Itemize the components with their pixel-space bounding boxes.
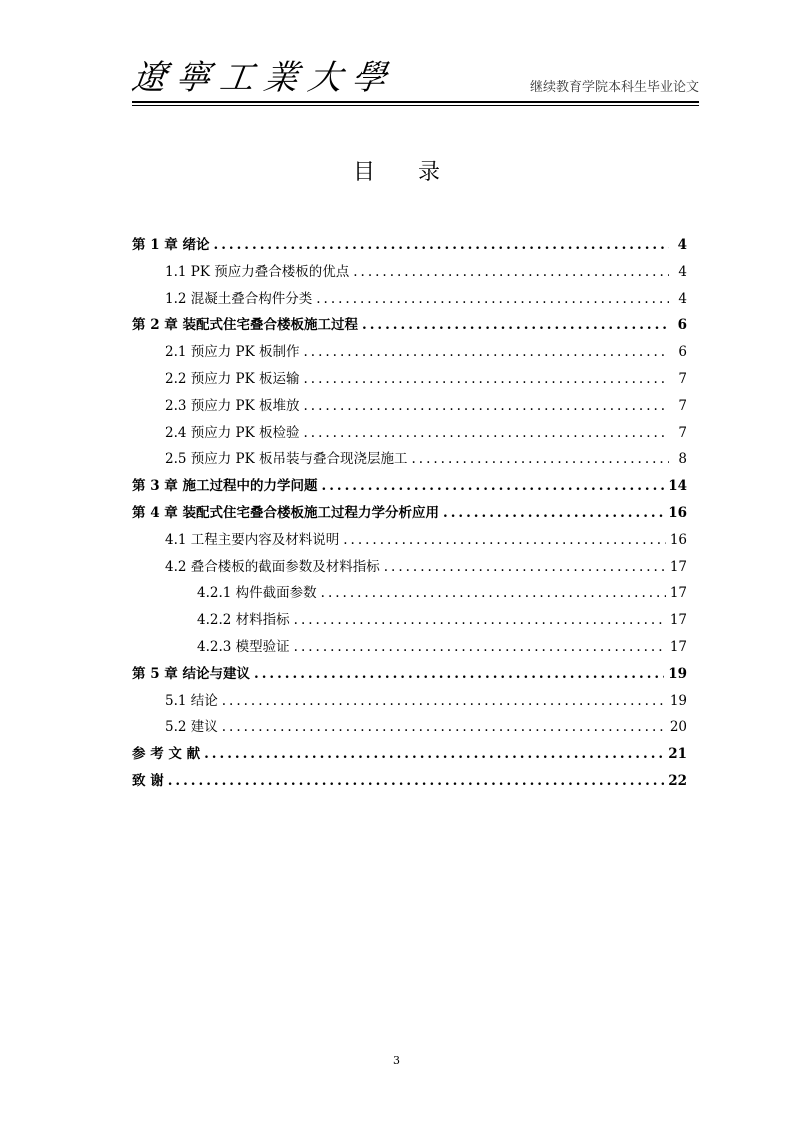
- toc-entry[interactable]: [132, 554, 687, 581]
- toc-entry[interactable]: [132, 607, 687, 634]
- page-header: [129, 58, 699, 102]
- toc-entry[interactable]: [132, 473, 687, 500]
- toc-entry-page: 21: [668, 746, 687, 763]
- university-logo: 遼寧工業大學: [129, 58, 399, 98]
- toc-entry-page: 19: [669, 692, 687, 709]
- toc-entry[interactable]: [132, 527, 687, 554]
- header-rule-thin: [132, 105, 699, 106]
- toc-leader-dots: [353, 259, 669, 286]
- toc-entry[interactable]: [132, 420, 687, 447]
- toc-entry-label: 2.1 预应力 PK 板制作: [165, 344, 300, 361]
- toc-entry-page: 14: [668, 478, 687, 495]
- toc-leader-dots: [254, 661, 664, 688]
- toc-entry-label: 第 1 章 绪论: [132, 237, 210, 253]
- toc-entry-page: 17: [669, 638, 687, 655]
- toc-entry-label: 2.2 预应力 PK 板运输: [165, 370, 300, 387]
- toc-entry-page: 20: [669, 719, 687, 736]
- toc-leader-dots: [322, 473, 665, 500]
- toc-leader-dots: [304, 393, 669, 420]
- toc-entry-label: 2.4 预应力 PK 板检验: [165, 424, 300, 441]
- toc-leader-dots: [204, 741, 664, 768]
- toc-entry[interactable]: [132, 232, 687, 259]
- toc-leader-dots: [443, 500, 664, 527]
- toc-entry[interactable]: [132, 366, 687, 393]
- toc-entry[interactable]: [132, 661, 687, 688]
- toc-entry[interactable]: [132, 259, 687, 286]
- toc-leader-dots: [294, 607, 666, 634]
- toc-entry-page: 16: [669, 531, 687, 548]
- toc-leader-dots: [304, 366, 669, 393]
- toc-leader-dots: [222, 714, 666, 741]
- toc-entry-label: 5.2 建议: [165, 719, 218, 736]
- page-number: 3: [393, 1054, 400, 1067]
- toc-entry[interactable]: [132, 714, 687, 741]
- toc-entry-page: 16: [668, 504, 687, 521]
- toc-leader-dots: [384, 554, 666, 581]
- table-of-contents: [132, 232, 687, 795]
- toc-entry[interactable]: [132, 500, 687, 527]
- toc-leader-dots: [168, 768, 665, 795]
- toc-leader-dots: [214, 232, 670, 259]
- toc-entry-label: 第 5 章 结论与建议: [132, 665, 250, 682]
- toc-entry[interactable]: [132, 286, 687, 313]
- toc-entry-page: 6: [678, 344, 687, 361]
- toc-entry[interactable]: [132, 339, 687, 366]
- toc-entry-label: 第 2 章 装配式住宅叠合楼板施工过程: [132, 317, 358, 334]
- toc-entry-label: 4.2.3 模型验证: [197, 638, 290, 655]
- toc-entry-label: 1.2 混凝土叠合构件分类: [165, 290, 313, 307]
- toc-entry[interactable]: [132, 312, 687, 339]
- toc-entry-label: 2.5 预应力 PK 板吊装与叠合现浇层施工: [165, 451, 408, 468]
- toc-entry-page: 4: [678, 263, 687, 280]
- toc-entry[interactable]: [132, 634, 687, 661]
- toc-entry[interactable]: [132, 393, 687, 420]
- toc-entry-label: 4.1 工程主要内容及材料说明: [165, 531, 340, 548]
- toc-leader-dots: [343, 527, 666, 554]
- toc-entry[interactable]: [132, 446, 687, 473]
- toc-entry-page: 4: [678, 290, 687, 307]
- toc-entry[interactable]: [132, 580, 687, 607]
- toc-entry[interactable]: [132, 768, 687, 795]
- toc-entry-page: 17: [669, 585, 687, 602]
- department-label: 继续教育学院本科生毕业论文: [529, 80, 699, 95]
- toc-entry-label: 第 4 章 装配式住宅叠合楼板施工过程力学分析应用: [132, 504, 439, 521]
- toc-entry-label: 4.2.2 材料指标: [197, 612, 290, 629]
- toc-entry-page: 4: [677, 237, 687, 253]
- toc-entry-label: 4.2.1 构件截面参数: [197, 585, 317, 602]
- toc-entry-page: 17: [669, 612, 687, 629]
- toc-entry[interactable]: [132, 688, 687, 715]
- toc-leader-dots: [222, 688, 666, 715]
- toc-leader-dots: [321, 580, 666, 607]
- toc-entry-page: 7: [678, 397, 687, 414]
- toc-entry-page: 22: [668, 772, 687, 789]
- toc-entry-label: 2.3 预应力 PK 板堆放: [165, 397, 300, 414]
- toc-entry-page: 6: [677, 317, 687, 334]
- toc-entry-page: 8: [678, 451, 687, 468]
- toc-entry-label: 第 3 章 施工过程中的力学问题: [132, 478, 318, 495]
- toc-leader-dots: [304, 339, 669, 366]
- toc-entry-label: 1.1 PK 预应力叠合楼板的优点: [165, 263, 350, 280]
- toc-entry-page: 17: [669, 558, 687, 575]
- toc-entry-page: 7: [678, 424, 687, 441]
- toc-leader-dots: [362, 312, 669, 339]
- toc-entry-label: 4.2 叠合楼板的截面参数及材料指标: [165, 558, 380, 575]
- toc-entry-label: 参 考 文 献: [132, 746, 201, 763]
- toc-leader-dots: [294, 634, 666, 661]
- toc-entry-label: 致 谢: [132, 772, 164, 789]
- header-rule-thick: [132, 101, 699, 103]
- toc-entry-page: 7: [678, 370, 687, 387]
- toc-leader-dots: [304, 420, 669, 447]
- toc-leader-dots: [316, 286, 669, 313]
- toc-entry[interactable]: [132, 741, 687, 768]
- toc-leader-dots: [412, 446, 669, 473]
- toc-entry-page: 19: [668, 665, 687, 682]
- toc-title: 目 录: [353, 160, 458, 185]
- toc-entry-label: 5.1 结论: [165, 692, 218, 709]
